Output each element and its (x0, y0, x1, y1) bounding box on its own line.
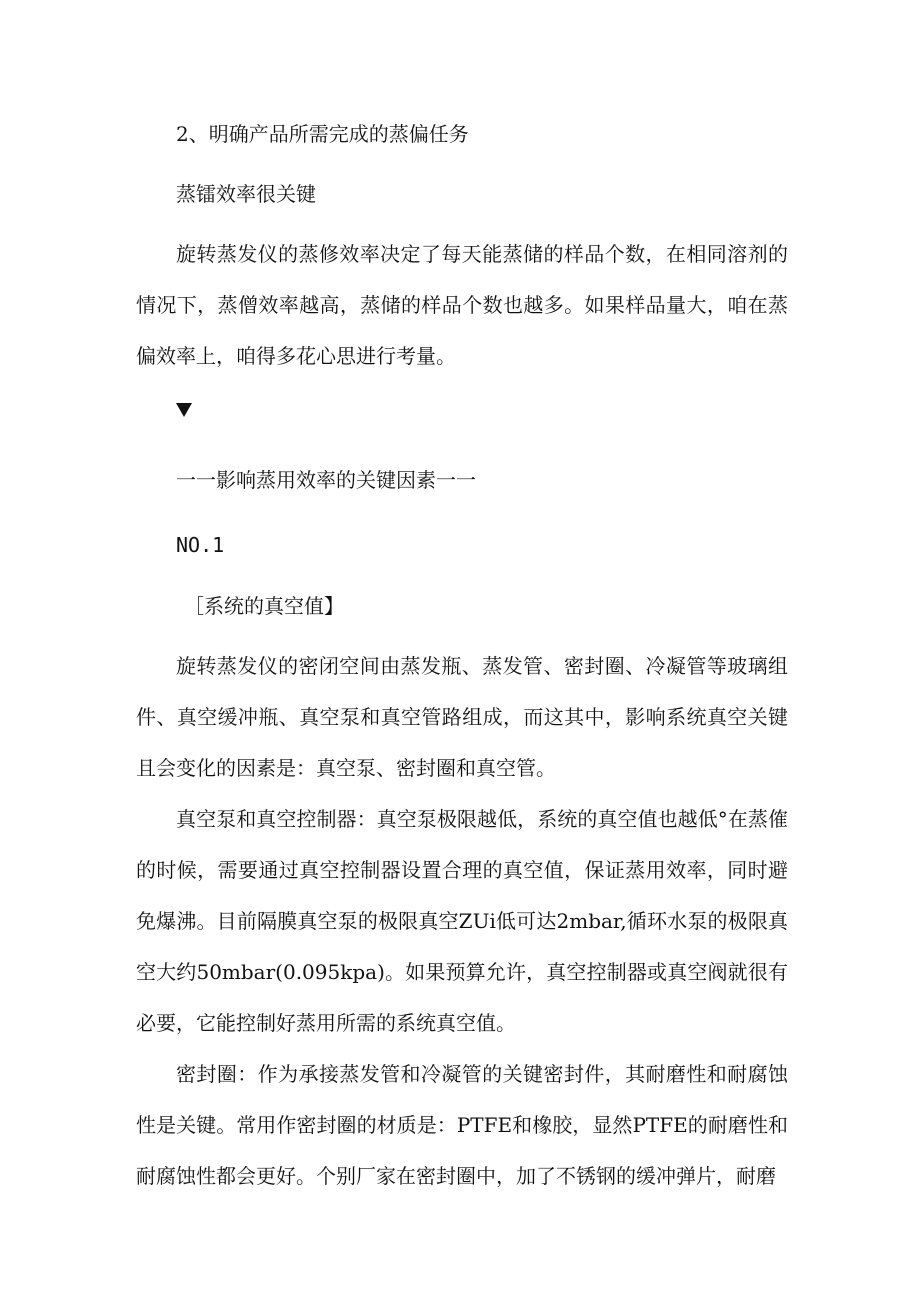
down-triangle-icon (176, 403, 192, 417)
pump-paragraph: 真空泵和真空控制器：真空泵极限越低，系统的真空值也越低°在蒸傕的时候，需要通过真空控制器设置合理的真空值，保证蒸用效率，同时避免爆沸。目前隔膜真空泵的极限真空ZUi低可达2mbar,循环水泵的极限真空大约50mbar(0.095kpa)。如果预算允许，真空控制器或真空阀就很有必要，它能控制好蒸用所需的系统真空值。 (136, 807, 788, 1035)
intro-paragraph: 旋转蒸发仪的蒸修效率决定了每天能蒸储的样品个数，在相同溶剂的情况下，蒸僧效率越高，蒸储的样品个数也越多。如果样品量大，咱在蒸偏效率上，咱得多花心思进行考量。 (136, 242, 788, 368)
section-title: 一一影响蒸用效率的关键因素一一 (176, 468, 476, 492)
system-paragraph: 旋转蒸发仪的密闭空间由蒸发瓶、蒸发管、密封圈、冷凝管等玻璃组件、真空缓冲瓶、真空泵和真空管路组成，而这其中，影响系统真空关键且会变化的因素是：真空泵、密封圈和真空管。 (136, 654, 788, 780)
subheading: 蒸镭效率很关键 (176, 182, 316, 206)
bracket-title: ［系统的真空值】 (184, 594, 344, 618)
number-label: NO.1 (176, 533, 225, 557)
seal-paragraph: 密封圈：作为承接蒸发管和冷凝管的关键密封件，其耐磨性和耐腐蚀性是关键。常用作密封圈的材质是：PTFE和橡胶，显然PTFE的耐磨性和耐腐蚀性都会更好。个别厂家在密封圈中，加了不锈钢的缓冲弹片，耐磨 (136, 1062, 788, 1188)
section-heading: 2、明确产品所需完成的蒸偏任务 (176, 122, 469, 146)
